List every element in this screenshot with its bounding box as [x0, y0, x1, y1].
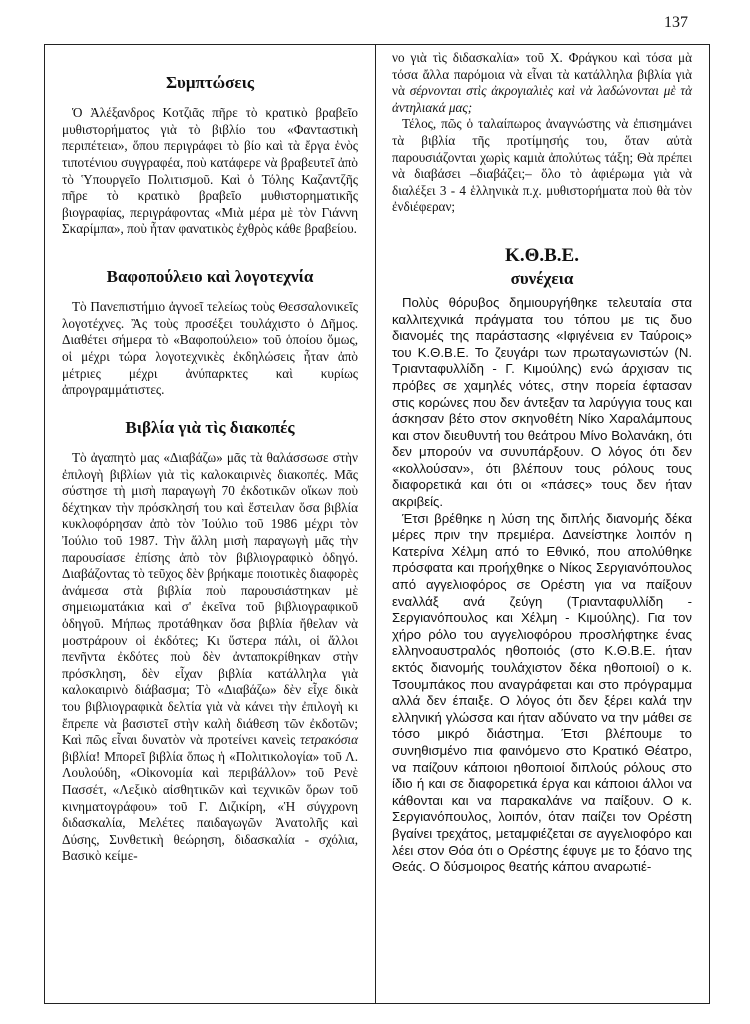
- continued-text-italic: σέρνονται στὶς ἀκρογιαλιὲς καὶ νὰ λαδώνονται μὲ τὰ ἀντηλιακά μας;: [392, 83, 693, 115]
- section-title-kthve: Κ.Θ.Β.Ε.: [505, 244, 579, 266]
- section-title-coincidences: Συμπτώσεις: [165, 73, 255, 92]
- section-body-vafopouleio: Τὸ Πανεπιστήμιο ἀγνοεῖ τελείως τοὺς Θεσσαλονικεῖς λογοτέχνες. Ἂς τοὺς προσέξει τουλάχιστο ὁ Δῆμος. Διαθέτει σήμερα τὸ «Βαφοπούλειο» τοῦ ὁποίου ὅμως, οἱ μέχρι τώρα λογοτεχνικὲς ἐκδηλώσεις ἦταν ἀπὸ μέτριες μέχρι ἀνύπαρκτες καὶ κυρίως ἀπρογραμμάτιστες.: [62, 299, 358, 398]
- page-number: 137: [664, 14, 688, 31]
- column-divider: [375, 44, 376, 1004]
- holiday-books-tail: βιβλία! Μπορεῖ βιβλία ὅπως ἡ «Πολιτικολογία» τοῦ Λ. Λουλούδη, «Οἰκονομία καὶ περιβάλλον» τοῦ Ρενὲ Πασσέτ, «Λεξικὸ αἰσθητικῶν καὶ τεχνικῶν ὅρων τοῦ κινηματογράφου» τοῦ Γ. Διζικίρη, «Ἡ σύγχρονη διδασκαλία, Μελέτες παιδαγωγῶν Ἀνατολῆς καὶ Δύσης, Συνθετικὴ θεώρηση, διδασκαλία - σχόλια, Βασικὸ κείμε-: [62, 748, 358, 864]
- section-title-holiday-books: Βιβλία γιὰ τὶς διακοπές: [125, 417, 295, 437]
- holiday-books-text: Τὸ ἀγαπητὸ μας «Διαβάζω» μᾶς τὰ θαλάσσωσε στὴν ἐπιλογὴ βιβλίων γιὰ τὶς καλοκαιρινὲς διακοπές. Μᾶς σύστησε τὴ μισὴ παραγωγὴ 70 ἐκδοτικῶν οἴκων ποὺ δέχτηκαν τὴν πρόσκλησή του καὶ ἔστειλαν ὅσα βιβλία κυκλοφόρησαν ἀπὸ τὸν Ἰούλιο τοῦ 1986 μέχρι τὸν Ἰούλιο τοῦ 1987. Τὴν ἄλλη μισὴ παραγωγὴ μᾶς τὴν παρουσίασε ἐπίσης ἀπὸ τὸν βιβλιογραφικὸ ὀδηγό. Διαβάζοντας τὸ τεῦχος δὲν βρήκαμε ποιοτικὲς διαφορὲς ἀνάμεσα στὰ βιβλία ποὺ παρουσιάστηκαν μὲ σημειωματάκια καὶ σ' ἐκεῖνα τοῦ βιβλιογραφικοῦ ὀδηγοῦ. Μήπως προτάθηκαν ὅσα βιβλία ἤθελαν νὰ μοστράρουν οἱ ἐκδότες; Κι ὕστερα πάλι, οἱ ἄλλοι πενῆντα ἐκδότες ποὺ δὲν ἀνταποκρίθηκαν στὴν πρόσκληση, δὲν εἶχαν βιβλία κατάλληλα γιὰ καλοκαιρινὸ διάβασμα; Τὸ «Διαβάζω» δὲν εἶχε δικὰ του βιβλιογραφικὰ δελτία γιὰ νὰ κάνει τὴν ἐπιλογὴ κι ἔπρεπε νὰ βασιστεῖ στὴν καλὴ διάθεση τῶν ἐκδοτῶν; Καὶ πῶς εἶναι δυνατὸν νὰ προτείνει κανεὶς: [62, 450, 358, 748]
- continued-text-start: νο γιὰ τὶς διδασκαλία» τοῦ Χ. Φράγκου καὶ τόσα μὰ τόσα ἄλλα παρόμοια νὰ εἶναι τὰ κατάλληλα βιβλία γιὰ νὰ: [392, 50, 692, 99]
- section-subtitle-kthve: συνέχεια: [510, 268, 574, 288]
- section-title-vafopouleio: Βαφοπούλειο καὶ λογοτεχνία: [106, 267, 314, 286]
- section-body-holiday-books: [62, 450, 358, 865]
- section-body-coincidences: Ὁ Ἀλέξανδρος Κοτζιᾶς πῆρε τὸ κρατικὸ βραβεῖο μυθιστορήματος γιὰ τὸ βιβλίο του «Φανταστικὴ περιπέτεια», ὅπου περιγράφει τὸ βίο καὶ τὰ ἔργα ἑνὸς τιποτένιου συγγραφέα, ποὺ κατάφερε νὰ βραβευτεῖ ἀπὸ τὸ Ὑπουργεῖο Πολιτισμοῦ. Καὶ ὁ Τόλης Καζαντζῆς πῆρε τὸ κρατικὸ βραβεῖο μυθιστορηματικῆς βιογραφίας, περιγράφοντας «Μιὰ μέρα μὲ τὸν Γιάννη Σκαρίμπα», ποὺ ἦταν φανατικὸς ἐχθρὸς κάθε βραβείου.: [62, 105, 358, 237]
- kthve-paragraph-1: Πολὺς θόρυβος δημιουργήθηκε τελευταία στα καλλιτεχνικά πράγματα του τόπου με τις δυο διανομές της παράστασης «Ιφιγένεια εν Ταύροις» του Κ.Θ.Β.Ε. Το ζευγάρι των πρωταγωνιστών (Ν. Τριανταφυλλίδη - Γ. Κιμούλης) ενώ άρχισαν τις πρόβες σε χαμηλές νότες, στην πορεία έφτασαν στις κορώνες που δεν άντεξαν τα λαρύγγια τους και άσκησαν βέτο στον σκηνοθέτη Νίκο Χαραλάμπους και στον διευθυντή του θεάτρου Μίνο Βολανάκη, ότι δεν μπορούν να συνυπάρξουν. Ο λόγος ότι δεν «κολλούσαν», ότι βλέπουν τους ρόλους τους διαφορετικά και ότι οι «πάσες» τους δεν ήταν ακριβείς.: [392, 294, 692, 510]
- kthve-paragraph-2: Έτσι βρέθηκε η λύση της διπλής διανομής δέκα μέρες πριν την πρεμιέρα. Δανείστηκε λοιπόν η Κατερίνα Χέλμη από το Εθνικό, που απολύθηκε πρόσφατα και προήχθηκε ο Νίκος Σεργιανόπουλος από αγγελιοφόρος σε Ορέστη για να παίξουν εναλλάξ ανά ζεύγη (Τριανταφυλλίδη - Σεργιανόπουλος και Χέλμη - Κιμούλης). Για τον χήρο ρόλο του αγγελιοφόρου προσλήφτηκε ένας ελληνοαυστραλός ηθοποιός (στο Κ.Θ.Β.Ε. ήταν εκτός διανομής τουλάχιστον δέκα ηθοποιοί) ο κ. Τσουμπάκος που αναγράφεται και στο πρόγραμμα αλλά δεν έπαιξε. Ο λόγος ότι δεν ξέρει καλά την ελληνική γλώσσα και ήταν αδύνατο να την μάθει σε τόσο μικρό διάστημα. Έτσι βλέπουμε το συνηθισμένο πια φαινόμενο στο Κρατικό Θέατρο, να παίζουν κάποιοι ηθοποιοί διπλούς ρόλους στο ίδιο ή και σε διαφορετικά έργα και κάποιοι άλλοι να κάθονται και να παρακαλάνε να παίξουν. Ο κ. Σεργιανόπουλος, λοιπόν, όταν παίζει τον Ορέστη βγαίνει τρεχάτος, μεταμφιέζεται σε αγγελιοφόρο και λέει στον Θόα ότι ο Ορέστης έφυγε με το ξόανο της Θεάς. Ο δύσμοιρος θεατής κάπου αναρωτιέ-: [392, 510, 692, 875]
- left-column: [62, 50, 358, 865]
- right-column: [392, 50, 692, 876]
- continued-text: [392, 50, 692, 116]
- holiday-books-italic: τετρακόσια: [300, 732, 358, 748]
- continued-text-2: Τέλος, πῶς ὁ ταλαίπωρος ἀναγνώστης νὰ ἐπισημάνει τὰ βιβλία τῆς προτίμησής του, ὅταν αὐτὰ παρουσιάζονται χωρὶς καμιὰ ἀπολύτως τάξη; Θὰ πρέπει νὰ διαβάσει –διαβάζει;– ὅλο τὸ ἀφιέρωμα γιὰ νὰ διαλέξει 3 - 4 ἑλληνικὰ π.χ. μυθιστορήματα ποὺ θὰ τὸν ἐνδιέφεραν;: [392, 116, 692, 215]
